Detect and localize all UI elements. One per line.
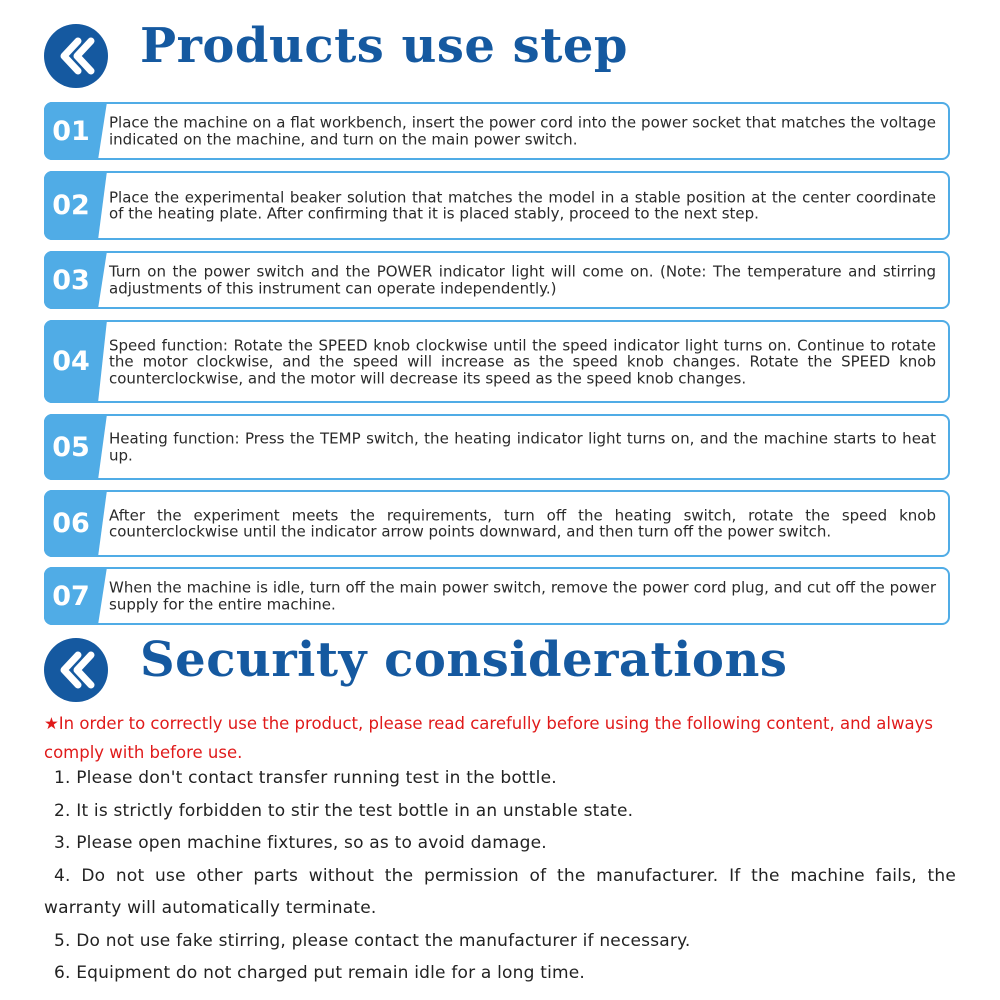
step-number: 06 [44, 490, 98, 557]
step-number: 01 [44, 102, 98, 160]
double-chevron-left-icon [44, 638, 108, 702]
usage-title: Products use step [140, 18, 628, 74]
step-number: 07 [44, 567, 98, 625]
step-07 [44, 567, 950, 625]
step-number: 05 [44, 414, 98, 480]
step-number: 04 [44, 320, 98, 403]
step-text: Place the machine on a flat workbench, insert the power cord into the power socket that matches the voltage indicated on the machine, and turn on the main power switch. [109, 113, 936, 148]
step-text: Heating function: Press the TEMP switch, the heating indicator light turns on, and the machine starts to heat up. [109, 429, 936, 464]
step-text: When the machine is idle, turn off the main power switch, remove the power cord plug, and cut off the power supply for the entire machine. [109, 578, 936, 613]
star-icon: ★ [44, 714, 59, 733]
step-04 [44, 320, 950, 403]
security-heading [44, 632, 964, 702]
step-number: 02 [44, 171, 98, 240]
double-chevron-left-icon [44, 24, 108, 88]
list-item: 3. Please open machine fixtures, so as to avoid damage. [54, 833, 547, 853]
security-rules-list [44, 762, 956, 990]
warning-note [44, 709, 956, 767]
step-text: After the experiment meets the requirements, turn off the heating switch, rotate the speed knob counterclockwise until the indicator arrow points downward, and then turn off the power switch. [109, 506, 936, 541]
security-title: Security considerations [140, 632, 788, 688]
step-01 [44, 102, 950, 160]
usage-heading [44, 18, 964, 88]
list-item: 6. Equipment do not charged put remain idle for a long time. [54, 963, 586, 983]
step-text: Speed function: Rotate the SPEED knob clockwise until the speed indicator light turns on. Continue to rotate the motor clockwise, and the speed will increase as the speed knob changes. Rotate the SPEED knob counterclockwise, and the motor will decrease its speed as the speed knob changes. [109, 335, 936, 387]
list-item: 5. Do not use fake stirring, please contact the manufacturer if necessary. [54, 930, 691, 951]
list-item: 4. Do not use other parts without the permission of the manufacturer. If the machine fails, the warranty will automatically terminate. [44, 865, 957, 918]
step-06 [44, 490, 950, 557]
step-03 [44, 251, 950, 309]
step-text: Place the experimental beaker solution that matches the model in a stable position at the center coordinate of the heating plate. After confirming that it is placed stably, proceed to the next step. [109, 188, 936, 223]
step-02 [44, 171, 950, 240]
warning-text: In order to correctly use the product, please read carefully before using the following content, and always comply with before use. [44, 714, 933, 762]
step-text: Turn on the power switch and the POWER indicator light will come on. (Note: The temperature and stirring adjustments of this instrument can operate independently.) [109, 262, 936, 297]
list-item: 2. It is strictly forbidden to stir the test bottle in an unstable state. [54, 800, 634, 821]
list-item: 1. Please don't contact transfer running test in the bottle. [54, 768, 557, 788]
step-number: 03 [44, 251, 98, 309]
step-05 [44, 414, 950, 480]
